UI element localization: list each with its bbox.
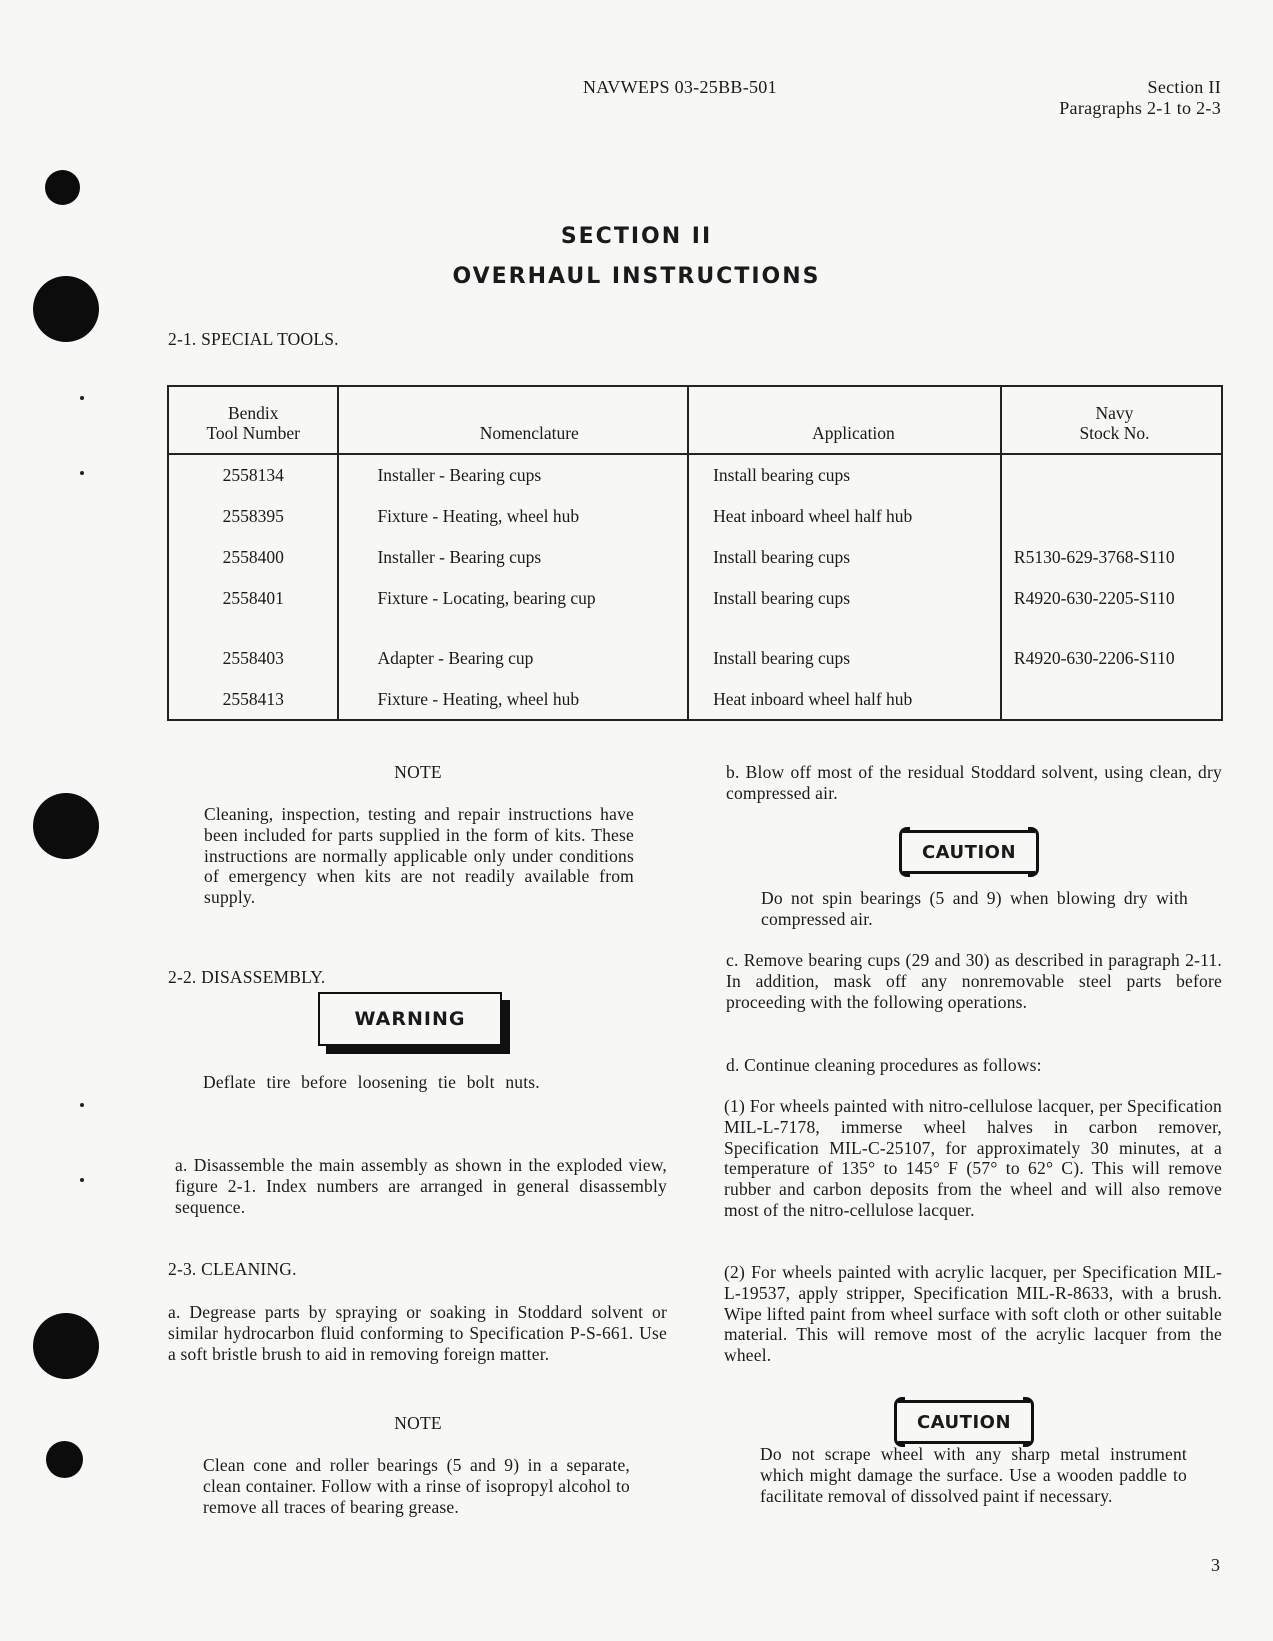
- header-application: Application: [688, 386, 1001, 454]
- warning-text: Deflate tire before loosening tie bolt nuts.: [203, 1072, 540, 1092]
- paragraph-range: Paragraphs 2-1 to 2-3: [1059, 98, 1221, 118]
- section-label: Section II: [1147, 77, 1221, 97]
- tool-number: 2558134: [222, 465, 284, 485]
- nomenclature: Fixture - Heating, wheel hub: [377, 689, 580, 709]
- page-number: 3: [1211, 1555, 1220, 1575]
- special-tools-table: [167, 385, 1223, 721]
- table-row: [168, 506, 1222, 547]
- caution-text: Do not scrape wheel with any sharp metal instrument which might damage the surface. Use a wooden paddle to facilitate removal of dissolved paint if necessary.: [760, 1444, 1187, 1506]
- section-title: SECTION II: [560, 224, 713, 249]
- scan-speck: [80, 1103, 84, 1107]
- application: Install bearing cups: [713, 547, 851, 567]
- warning-badge: WARNING: [318, 992, 502, 1046]
- scan-speck: [80, 471, 84, 475]
- application: Heat inboard wheel half hub: [713, 689, 913, 709]
- tool-number: 2558395: [222, 506, 284, 526]
- heading-cleaning: 2-3. CLEANING.: [168, 1259, 297, 1279]
- paragraph-cleaning-d1: (1) For wheels painted with nitro-cellulose lacquer, per Specification MIL-L-7178, immerse wheel halves in carbon remover, Specification MIL-C-25107, for approximately 30 minutes, at a temperature of 135° to 145° F (57° to 62° C). This will remove rubber and carbon deposits from the wheel and will also remove most of the nitro-cellulose lacquer.: [724, 1096, 1222, 1220]
- stock-number: [1014, 506, 1221, 547]
- tool-number: 2558400: [222, 547, 284, 567]
- paragraph-disassembly-a: a. Disassemble the main assembly as shown in the exploded view, figure 2-1. Index numbers are arranged in general disassembly sequence.: [175, 1155, 667, 1217]
- table-header-row: [168, 386, 1222, 454]
- tool-number: 2558401: [222, 588, 284, 608]
- table-row: [168, 547, 1222, 588]
- stock-number: [1014, 465, 1221, 506]
- paragraph-cleaning-d: d. Continue cleaning procedures as follows:: [726, 1055, 1042, 1075]
- binder-hole: [45, 170, 80, 205]
- scan-speck: [80, 1178, 84, 1182]
- nomenclature: Adapter - Bearing cup: [377, 648, 534, 668]
- header-nomenclature: Nomenclature: [338, 386, 688, 454]
- header-stock-number: Navy Stock No.: [1001, 386, 1222, 454]
- heading-disassembly: 2-2. DISASSEMBLY.: [168, 967, 326, 987]
- stock-number: R4920-630-2206-S110: [1013, 648, 1175, 668]
- stock-number: [1014, 689, 1221, 719]
- header-tool-number: Bendix Tool Number: [168, 386, 338, 454]
- binder-hole: [33, 1313, 99, 1379]
- nomenclature: Fixture - Heating, wheel hub: [377, 506, 580, 526]
- stock-number: R5130-629-3768-S110: [1013, 547, 1175, 567]
- application: Install bearing cups: [713, 465, 851, 485]
- table-row: [168, 588, 1222, 648]
- note-text: Cleaning, inspection, testing and repair instructions have been included for parts supplied in the form of kits. These instructions are normally applicable only under conditions of emergency when kits are not readily available from supply.: [204, 804, 634, 908]
- binder-hole: [33, 793, 99, 859]
- note-label: NOTE: [394, 762, 442, 782]
- paragraph-cleaning-b: b. Blow off most of the residual Stoddard solvent, using clean, dry compressed air.: [726, 762, 1222, 803]
- document-number: NAVWEPS 03-25BB-501: [583, 77, 777, 97]
- table-row: [168, 689, 1222, 720]
- caution-text: Do not spin bearings (5 and 9) when blowing dry with compressed air.: [761, 888, 1188, 929]
- table-row: [168, 454, 1222, 506]
- application: Install bearing cups: [713, 588, 851, 608]
- nomenclature: Installer - Bearing cups: [377, 465, 542, 485]
- stock-number: R4920-630-2205-S110: [1013, 588, 1175, 608]
- note-text: Clean cone and roller bearings (5 and 9) in a separate, clean container. Follow with a rinse of isopropyl alcohol to remove all traces of bearing grease.: [203, 1455, 630, 1517]
- caution-badge: CAUTION: [898, 1400, 1030, 1444]
- nomenclature: Installer - Bearing cups: [377, 547, 542, 567]
- paragraph-cleaning-a: a. Degrease parts by spraying or soaking in Stoddard solvent or similar hydrocarbon fluid conforming to Specification P-S-661. Use a soft bristle brush to aid in removing foreign matter.: [168, 1302, 667, 1364]
- section-reference: [1059, 77, 1221, 119]
- paragraph-cleaning-d2: (2) For wheels painted with acrylic lacquer, per Specification MIL-L-19537, apply stripper, Specification MIL-R-8633, with a brush. Wipe lifted paint from wheel surface with soft cloth or other suitable material. This will remove most of the acrylic lacquer from the wheel.: [724, 1262, 1222, 1366]
- table-row: [168, 648, 1222, 689]
- paragraph-cleaning-c: c. Remove bearing cups (29 and 30) as described in paragraph 2-11. In addition, mask off any nonremovable steel parts before proceeding with the following operations.: [726, 950, 1222, 1012]
- application: Heat inboard wheel half hub: [713, 506, 913, 526]
- binder-hole: [46, 1441, 83, 1478]
- heading-special-tools: 2-1. SPECIAL TOOLS.: [168, 329, 339, 349]
- caution-badge: CAUTION: [903, 830, 1035, 874]
- scan-speck: [80, 396, 84, 400]
- tool-number: 2558413: [222, 689, 284, 709]
- tool-number: 2558403: [222, 648, 284, 668]
- application: Install bearing cups: [713, 648, 851, 668]
- section-subtitle: OVERHAUL INSTRUCTIONS: [452, 264, 821, 289]
- note-label: NOTE: [394, 1413, 442, 1433]
- nomenclature: Fixture - Locating, bearing cup: [377, 588, 596, 608]
